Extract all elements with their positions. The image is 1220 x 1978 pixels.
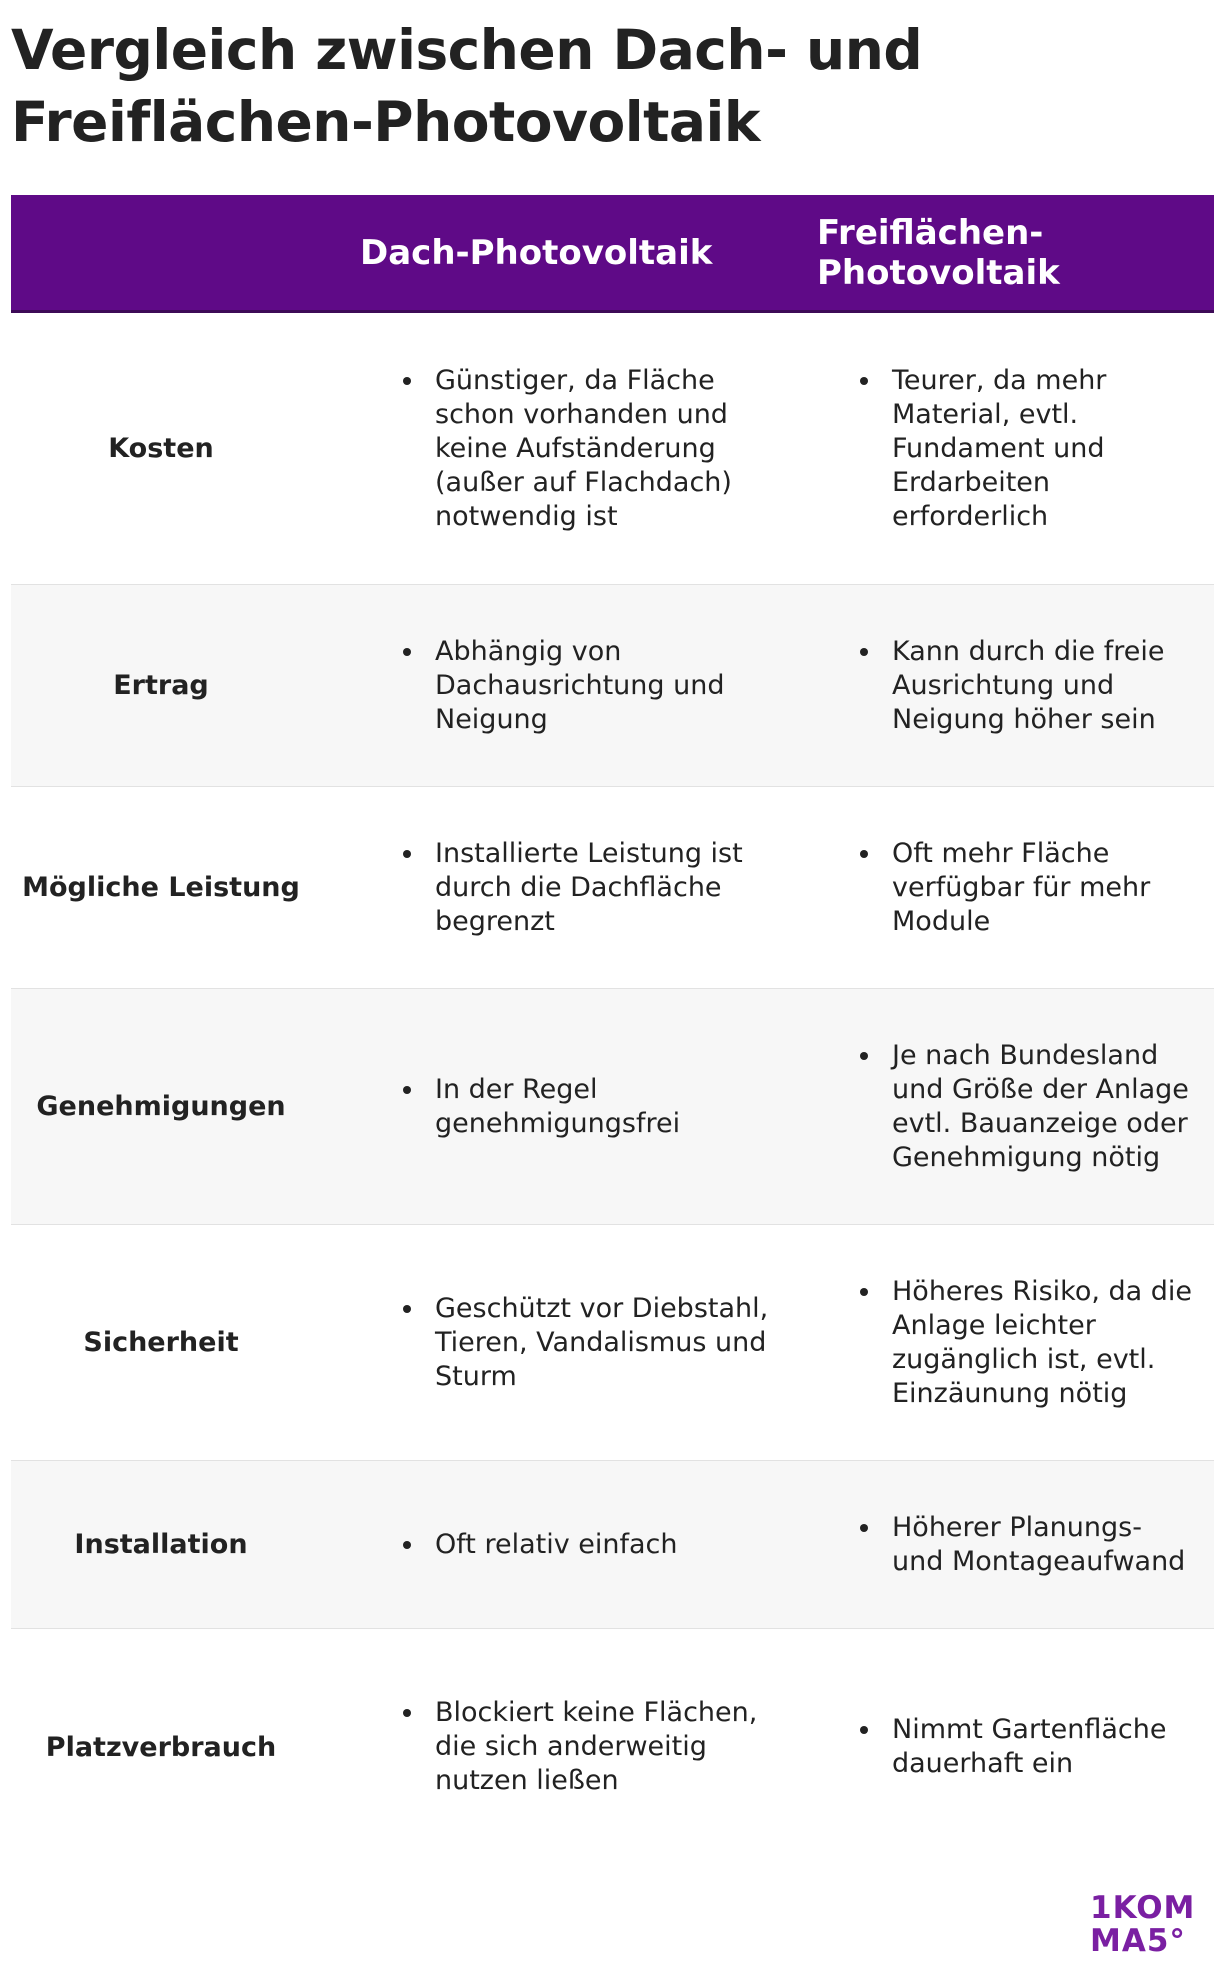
header-freiflaechen-photovoltaik: Freiflächen- Photovoltaik [817,212,1060,293]
logo-line-1: 1KOM [1090,1890,1196,1926]
cell-dach [399,1461,779,1628]
row-label: Mögliche Leistung [22,872,300,903]
list-item: Kann durch die freie Ausrichtung und Neigung höher sein [856,635,1201,737]
list-item: Installierte Leistung ist durch die Dachfläche begrenzt [399,837,779,939]
brand-logo [1090,1892,1206,1958]
table-row-sicherheit [11,1225,1214,1461]
row-label: Genehmigungen [36,1091,286,1122]
logo-line-2: MA5° [1090,1923,1186,1959]
list-item: Oft relativ einfach [399,1528,678,1562]
table-row-kosten [11,313,1214,585]
row-label: Platzverbrauch [45,1731,277,1763]
cell-dach [399,787,779,988]
table-row-platzverbrauch [11,1629,1214,1865]
list-item: Teurer, da mehr Material, evtl. Fundament und Erdarbeiten erforderlich [856,364,1201,534]
cell-frei [856,1461,1201,1628]
row-label: Kosten [108,433,214,464]
cell-dach [399,313,779,584]
list-item: Höherer Planungs- und Montageaufwand [856,1511,1201,1579]
list-item: Geschützt vor Diebstahl, Tieren, Vandalismus und Sturm [399,1292,779,1394]
table-header [11,195,1214,313]
list-item: Günstiger, da Fläche schon vorhanden und keine Aufständerung (außer auf Flachdach) notwendig ist [399,364,779,534]
cell-dach [399,585,779,786]
page-title: Vergleich zwischen Dach- und Freiflächen-Photovoltaik [11,18,923,154]
cell-dach [399,989,779,1224]
list-item: In der Regel genehmigungsfrei [399,1073,779,1141]
row-label: Sicherheit [83,1327,239,1358]
table-row-genehmigungen [11,989,1214,1225]
row-label: Ertrag [113,670,209,701]
cell-dach [399,1225,779,1460]
list-item: Nimmt Gartenfläche dauerhaft ein [856,1713,1201,1781]
list-item: Oft mehr Fläche verfügbar für mehr Module [856,837,1201,939]
cell-frei [856,313,1201,584]
cell-frei [856,1629,1201,1865]
cell-frei [856,787,1201,988]
table-row-moegliche-leistung [11,787,1214,989]
cell-frei [856,989,1201,1224]
header-dach-photovoltaik: Dach-Photovoltaik [360,232,713,273]
cell-dach [399,1629,779,1865]
list-item: Blockiert keine Flächen, die sich anderweitig nutzen ließen [399,1696,779,1798]
comparison-table [11,195,1214,1865]
list-item: Abhängig von Dachausrichtung und Neigung [399,635,779,737]
table-row-installation [11,1461,1214,1629]
cell-frei [856,585,1201,786]
list-item: Je nach Bundesland und Größe der Anlage evtl. Bauanzeige oder Genehmigung nötig [856,1039,1201,1175]
list-item: Höheres Risiko, da die Anlage leichter zugänglich ist, evtl. Einzäunung nötig [856,1275,1201,1411]
table-row-ertrag [11,585,1214,787]
cell-frei [856,1225,1201,1460]
row-label: Installation [74,1529,248,1560]
